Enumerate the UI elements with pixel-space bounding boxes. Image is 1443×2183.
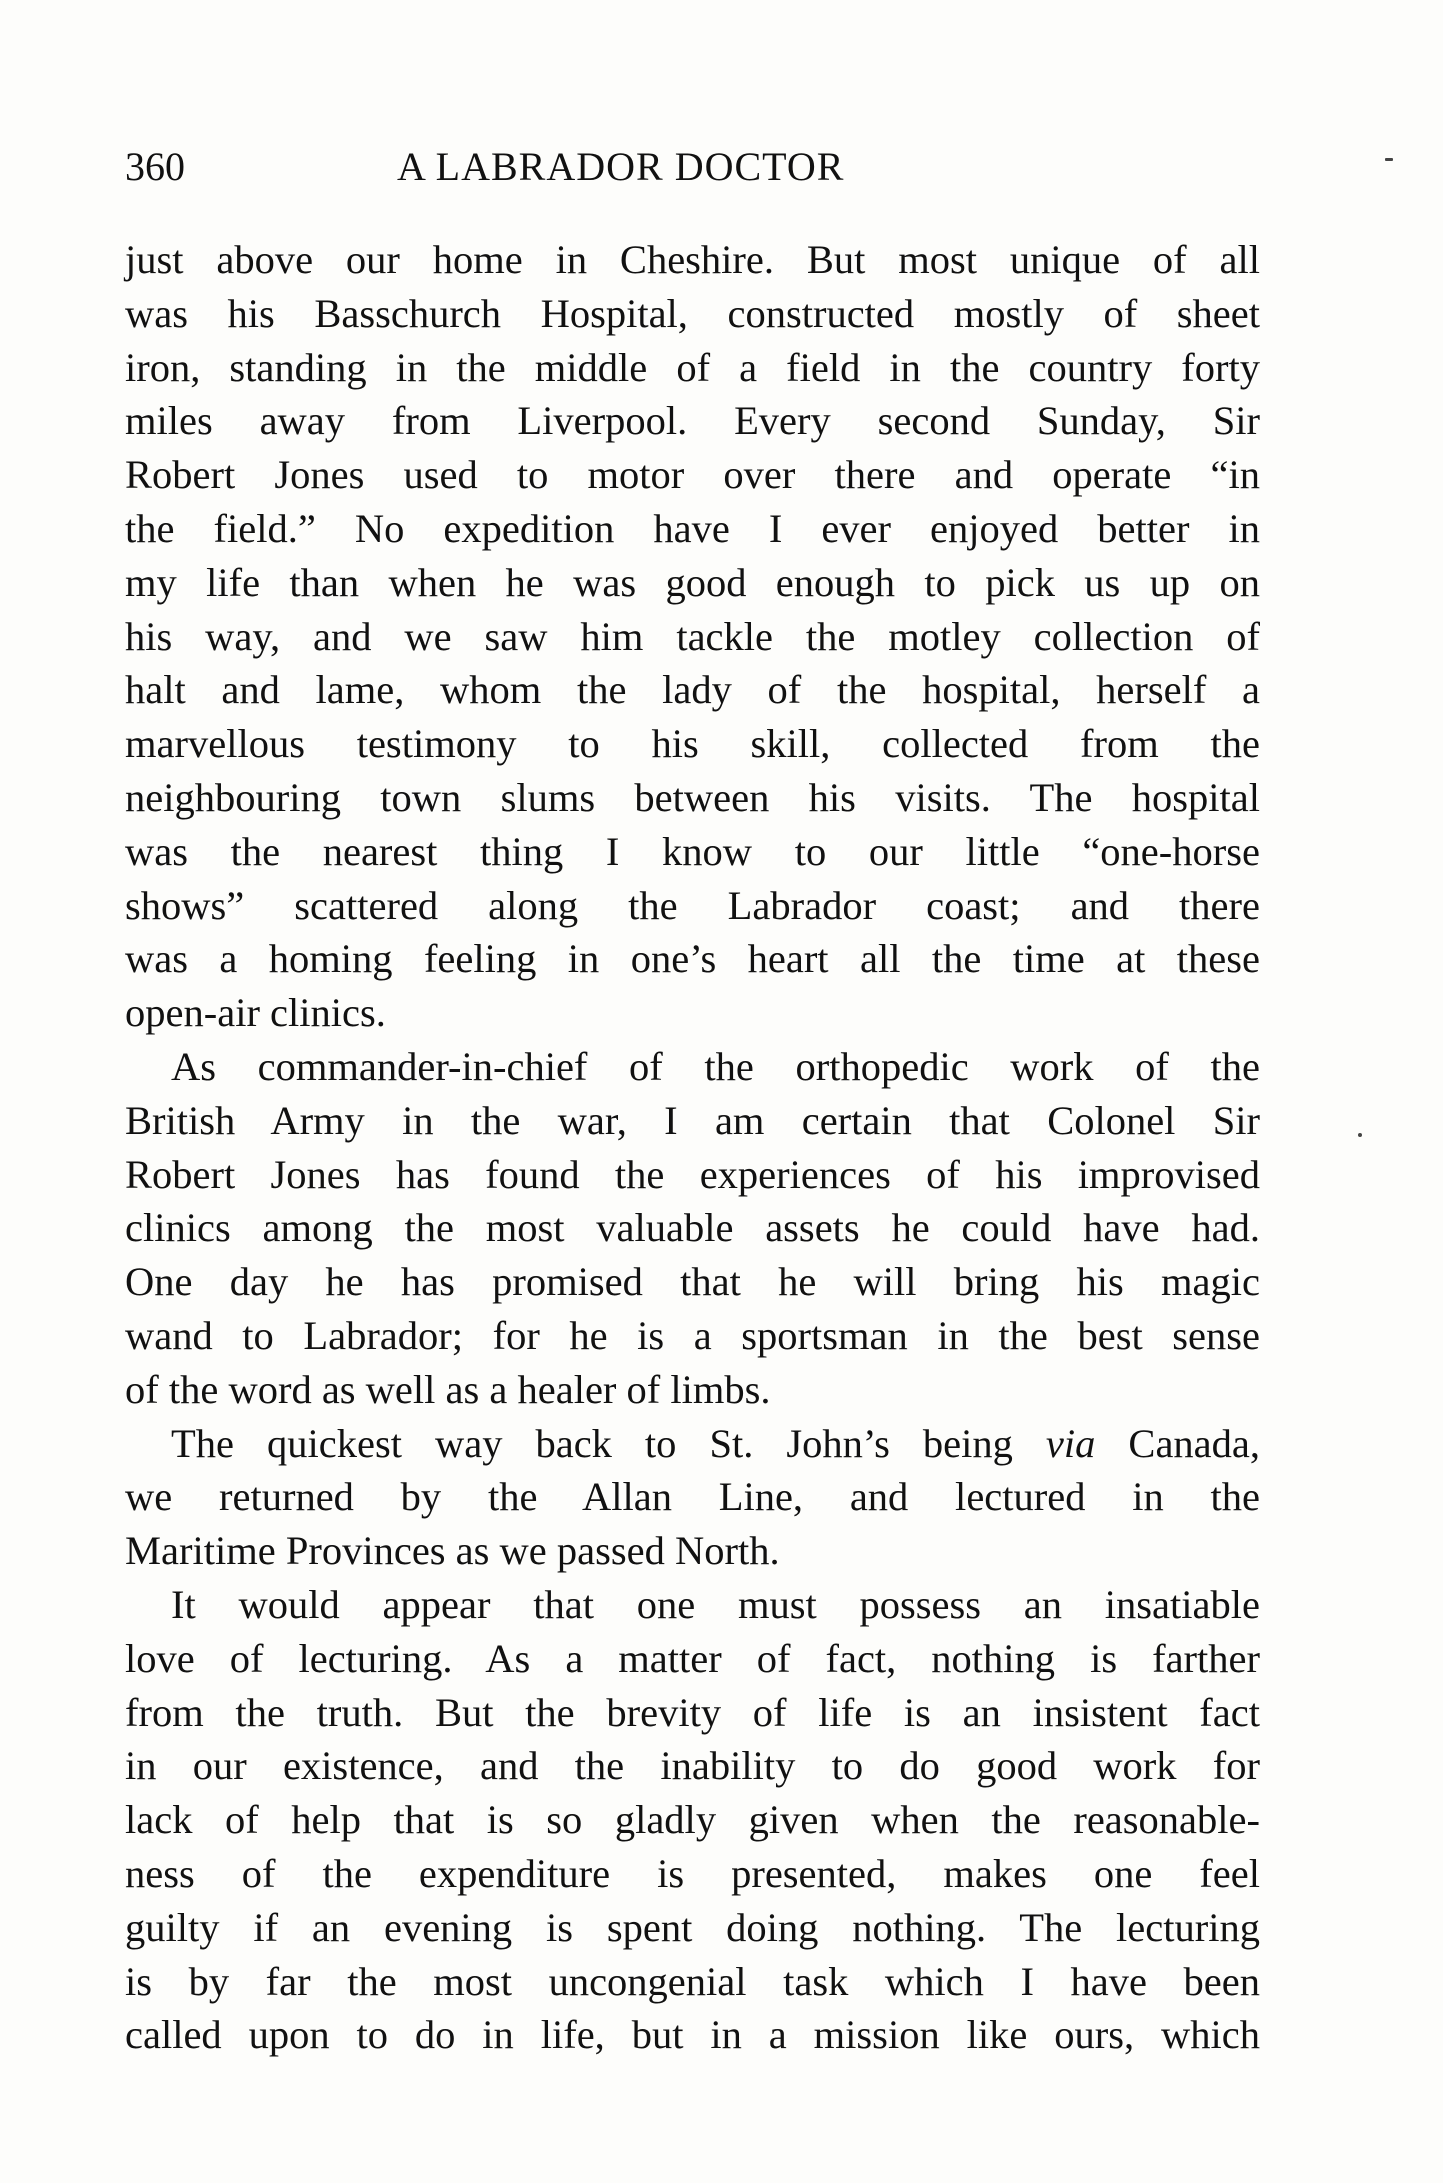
text-line: Robert Jones used to motor over there and operate “in: [125, 452, 1260, 498]
text-line: my life than when he was good enough to pick us up on: [125, 559, 1260, 605]
paragraph-4: [125, 1578, 1260, 2062]
text-line: from the truth. But the brevity of life is an insistent fact: [125, 1689, 1260, 1735]
text-line: lack of help that is so gladly given when the reasonable-: [125, 1797, 1260, 1843]
text-line: open-air clinics.: [125, 990, 386, 1036]
text-line: was a homing feeling in one’s heart all the time at these: [125, 936, 1260, 982]
text-line: just above our home in Cheshire. But most unique of all: [125, 237, 1260, 282]
running-head: A LABRADOR DOCTOR: [397, 144, 845, 189]
scan-mark: [1385, 158, 1393, 161]
text-line: is by far the most uncongenial task which I have been: [125, 1958, 1260, 2004]
paragraph-2: [125, 1040, 1260, 1417]
text-line: shows” scattered along the Labrador coast; and there: [125, 882, 1260, 928]
text-line: wand to Labrador; for he is a sportsman in the best sense: [125, 1312, 1260, 1358]
text-line: his way, and we saw him tackle the motley collection of: [125, 613, 1260, 659]
italic-word: via: [1045, 1420, 1096, 1466]
scan-speck: [1358, 1133, 1362, 1137]
text-line: iron, standing in the middle of a field in the country forty: [125, 344, 1260, 390]
text-line: [125, 1417, 1260, 1471]
text-line: in our existence, and the inability to do good work for: [125, 1743, 1260, 1789]
text-line: miles away from Liverpool. Every second Sunday, Sir: [125, 398, 1260, 444]
text-line: Robert Jones has found the experiences of his improvised: [125, 1151, 1260, 1197]
text-line: was his Basschurch Hospital, constructed mostly of sheet: [125, 290, 1260, 336]
body-text: [125, 233, 1260, 2062]
text-line: of the word as well as a healer of limbs.: [125, 1366, 771, 1412]
text-line: we returned by the Allan Line, and lectured in the: [125, 1474, 1260, 1520]
text-line: neighbouring town slums between his visits. The hospital: [125, 774, 1260, 820]
text-line: ness of the expenditure is presented, makes one feel: [125, 1850, 1260, 1896]
paragraph-3: [125, 1417, 1260, 1578]
text-line: love of lecturing. As a matter of fact, nothing is farther: [125, 1635, 1260, 1681]
text-line: marvellous testimony to his skill, collected from the: [125, 721, 1260, 767]
text-line: was the nearest thing I know to our little “one-horse: [125, 828, 1260, 874]
text-line: halt and lame, whom the lady of the hospital, herself a: [125, 667, 1260, 713]
text-line: It would appear that one must possess an insatiable: [171, 1581, 1260, 1627]
text-run: Canada,: [1095, 1420, 1260, 1466]
text-line: British Army in the war, I am certain that Colonel Sir: [125, 1097, 1260, 1143]
text-line: One day he has promised that he will bring his magic: [125, 1259, 1260, 1305]
text-line: Maritime Provinces as we passed North.: [125, 1528, 780, 1574]
paragraph-1: [125, 233, 1260, 1040]
text-line: As commander-in-chief of the orthopedic work of the: [171, 1043, 1260, 1089]
text-line: called upon to do in life, but in a mission like ours, which: [125, 2012, 1260, 2058]
text-line: clinics among the most valuable assets he could have had.: [125, 1205, 1260, 1251]
text-run: The quickest way back to St. John’s being: [171, 1420, 1046, 1466]
text-line: guilty if an evening is spent doing nothing. The lecturing: [125, 1904, 1260, 1950]
text-line: the field.” No expedition have I ever enjoyed better in: [125, 505, 1260, 551]
page-number: 360: [125, 144, 185, 189]
page-header: [125, 142, 1265, 202]
